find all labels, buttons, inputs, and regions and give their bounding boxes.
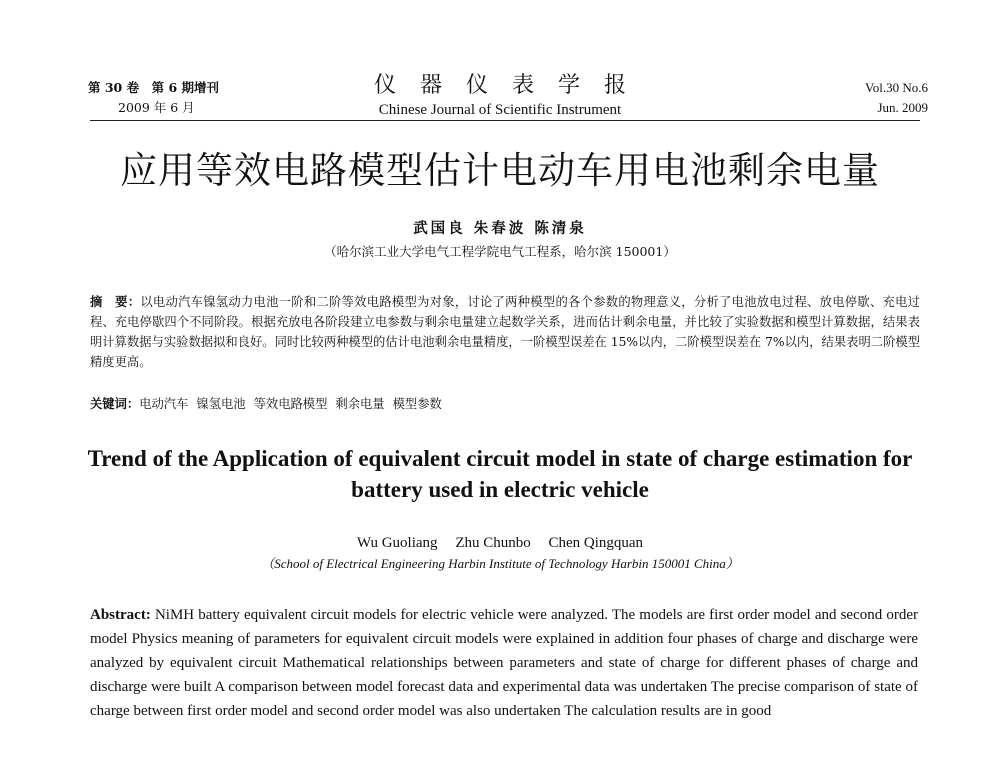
affiliation-cn: （哈尔滨工业大学电气工程学院电气工程系，哈尔滨 150001） [324, 244, 676, 259]
author-en: Chen Qingquan [548, 535, 644, 551]
keyword: 模型参数 [392, 397, 442, 411]
abstract-cn [90, 292, 920, 372]
keywords-cn [90, 394, 920, 414]
abstract-text-en: NiMH battery equivalent circuit models for electric vehicle were analyzed. The models are first order model and second order model Physics meaning of parameters for equivalent circuit models were explained in addition four phases of charge and discharge were analyzed by equivalent circuit Mathematical relationships between parameters and state of charge for different phases of charge and discharge were built A comparison between model forecast data and experimental data was undertaken The precise comparison of state of charge between first order model and second order model was also undertaken The calculation results are in good [90, 607, 918, 719]
journal-volume-en [865, 78, 928, 118]
paper-title-cn: 应用等效电路模型估计电动车用电池剩余电量 [120, 149, 880, 192]
header-rule [90, 120, 920, 121]
abstract-label-en: Abstract: [90, 607, 151, 623]
keyword: 等效电路模型 [253, 397, 328, 411]
author-en: Zhu Chunbo [455, 535, 531, 551]
keyword: 镍氢电池 [196, 397, 246, 411]
publication-date-en: Jun. 2009 [877, 100, 928, 115]
journal-name-en: Chinese Journal of Scientific Instrument [378, 102, 622, 118]
paper-title-en: Trend of the Application of equivalent circuit model in state of charge estimation for battery used in electric vehicle [87, 446, 913, 502]
author-cn: 陈清泉 [534, 220, 587, 237]
volume-issue-cn: 第 30 卷 第 6 期增刊 [88, 80, 220, 95]
abstract-label-cn: 摘 要： [90, 294, 141, 309]
publication-date-cn: 2009 年 6 月 [118, 100, 195, 115]
author-cn: 朱春波 [473, 220, 527, 237]
volume-issue-en: Vol.30 No.6 [865, 80, 928, 95]
journal-name-cn: 仪器仪表学报 [373, 73, 650, 98]
keyword: 剩余电量 [335, 397, 385, 411]
authors-cn [0, 219, 1000, 239]
author-cn: 武国良 [413, 220, 466, 237]
journal-name [0, 72, 1000, 120]
keyword: 电动汽车 [139, 397, 189, 411]
author-en: Wu Guoliang [356, 535, 438, 551]
affiliation-en: （School of Electrical Engineering Harbin Institute of Technology Harbin 150001 China） [261, 556, 739, 571]
keywords-label-cn: 关键词： [90, 396, 140, 411]
abstract-text-cn: 以电动汽车镍氢动力电池一阶和二阶等效电路模型为对象，讨论了两种模型的各个参数的物理意义，分析了电池放电过程、放电停歇、充电过程、充电停歇四个不同阶段。根据充放电各阶段建立电参数与剩余电量建立起数学关系，进而估计剩余电量，并比较了实验数据和模型计算数据，结果表明计算数据与实验数据拟和良好。同时比较两种模型的估计电池剩余电量精度，一阶模型误差在 15%以内，二阶模型误差在 7%以内，结果表明二阶模型精度更高。 [90, 295, 920, 369]
authors-en [0, 533, 1000, 553]
abstract-en [90, 603, 918, 723]
